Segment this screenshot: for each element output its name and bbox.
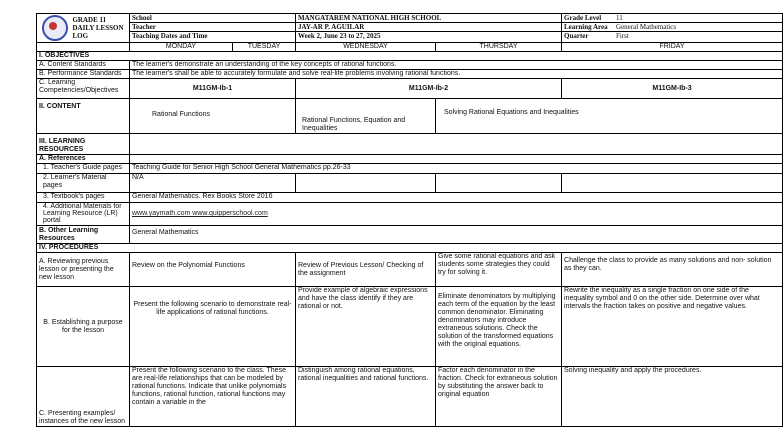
content-heading: II. CONTENT — [37, 99, 130, 134]
tg-label: 1. Teacher's Guide pages — [37, 164, 130, 174]
quarter-value: First — [616, 32, 629, 40]
procedure-c-friday: Solving inequality and apply the procedures. — [562, 367, 783, 427]
references-label: A. References — [37, 155, 130, 164]
lm-fri — [562, 174, 783, 193]
procedure-a-wednesday: Review of Previous Lesson/ Checking of the assignment — [296, 253, 436, 287]
tb-label: 3. Textbook's pages — [37, 193, 130, 203]
area-value: General Mathematics — [616, 23, 677, 31]
lr-links[interactable]: www.yaymath.com www.quipperschool.com — [130, 203, 783, 226]
day-wednesday: WEDNESDAY — [296, 43, 436, 52]
other-resources-label: B. Other Learning Resources — [37, 226, 130, 244]
procedure-b-wednesday: Provide example of algebraic expressions and have the class identify if they are rational or not. — [296, 287, 436, 367]
objectives-heading: I. OBJECTIVES — [37, 52, 783, 61]
day-tuesday: TUESDAY — [233, 43, 296, 52]
procedure-a-thursday: Give some rational equations and ask students some strategies they could try for solving it. — [436, 253, 562, 287]
day-thursday: THURSDAY — [436, 43, 562, 52]
quarter-cell — [562, 32, 783, 43]
competency-code: M11GM-Ib-1 — [130, 79, 296, 99]
content-topic: Rational Functions — [130, 99, 296, 134]
references-blank — [130, 155, 783, 164]
procedure-c-thursday: Factor each denominator in the fraction. Check for extraneous solution by substituting the answer back to original equation — [436, 367, 562, 427]
lr-label — [37, 203, 130, 226]
tb-value: General Mathematics. Rex Books Store 2016 — [130, 193, 783, 203]
procedure-c-wednesday: Distinguish among rational equations, rational inequalities and rational functions. — [296, 367, 436, 427]
header-logo-cell — [37, 14, 130, 43]
lm-wed — [296, 174, 436, 193]
procedure-b-monday: Present the following scenario to demonstrate real-life applications of rational functions. — [130, 287, 296, 367]
log-title: GRADE 11 DAILY LESSON LOG — [72, 16, 124, 40]
procedure-c-label: C. Presenting examples/ instances of the new lesson — [37, 367, 130, 427]
procedure-b-friday: Rewrite the inequality as a single fraction on one side of the inequality symbol and 0 on the other side. Determine over what intervals the fraction takes on positive and negative values. — [562, 287, 783, 367]
teacher-value: JAY-AR P. AGUILAR — [296, 23, 562, 32]
content-topic: Rational Functions, Equation and Inequalities — [296, 99, 436, 134]
lm-label: 2. Learner's Material pages — [37, 174, 130, 193]
lm-value: N/A — [130, 174, 296, 193]
teacher-label: Teacher — [130, 23, 296, 32]
procedure-b-label: B. Establishing a purpose for the lesson — [37, 287, 130, 367]
area-cell — [562, 23, 783, 32]
content-standards-label: A. Content Standards — [37, 61, 130, 70]
lm-thu — [436, 174, 562, 193]
competency-code: M11GM-Ib-2 — [296, 79, 562, 99]
competency-code: M11GM-Ib-3 — [562, 79, 783, 99]
performance-standards-value: The learner's shall be able to accurately formulate and solve real-life problems involving rational functions. — [130, 70, 783, 79]
performance-standards-label: B. Performance Standards — [37, 70, 130, 79]
grade-label: Grade Level — [564, 14, 602, 22]
procedure-a-friday: Challenge the class to provide as many solutions and non- solution as they can. — [562, 253, 783, 287]
other-resources-value: General Mathematics — [130, 226, 783, 244]
school-value: MANGATAREM NATIONAL HIGH SCHOOL — [296, 14, 562, 23]
day-monday: MONDAY — [130, 43, 233, 52]
procedure-b-thursday: Eliminate denominators by multiplying each term of the equation by the least common denominator. Eliminating denominators may introduce extraneous solutions. Check the solution of the transformed equations with the original equations. — [436, 287, 562, 367]
dates-value: Week 2, June 23 to 27, 2025 — [296, 32, 562, 43]
school-label: School — [130, 14, 296, 23]
quarter-label: Quarter — [564, 32, 589, 40]
grade-cell — [562, 14, 783, 23]
grade-value: 11 — [616, 14, 623, 22]
resources-blank — [130, 134, 783, 155]
deped-seal-icon — [42, 15, 68, 41]
competencies-label: C. Learning Competencies/Objectives — [37, 79, 130, 99]
procedures-heading: IV. PROCEDURES — [37, 244, 783, 253]
lr-label-line: 4. Additional Materials for — [43, 203, 122, 210]
area-label: Learning Area — [564, 23, 608, 31]
content-topic: Solving Rational Equations and Inequalities — [436, 99, 783, 134]
procedure-a-label: A. Reviewing previous lesson or presenting the new lesson — [37, 253, 130, 287]
days-corner — [37, 43, 130, 52]
dates-label: Teaching Dates and Time — [130, 32, 296, 43]
procedure-c-monday: Present the following scenario to the class. These are real-life relationships that can be modeled by rational functions. Indicate that unlike polynomials functions, rational function, rational functions may contain a variable in the — [130, 367, 296, 427]
resources-heading: III. LEARNING RESOURCES — [37, 134, 130, 155]
procedure-a-monday: Review on the Polynomial Functions — [130, 253, 296, 287]
tg-value: Teaching Guide for Senior High School General Mathematics pp.26-33 — [130, 164, 783, 174]
day-friday: FRIDAY — [562, 43, 783, 52]
lr-label-line: Learning Resource (LR) portal — [43, 210, 118, 224]
content-standards-value: The learner's demonstrate an understanding of the key concepts of rational functions. — [130, 61, 783, 70]
dll-table — [36, 13, 783, 427]
